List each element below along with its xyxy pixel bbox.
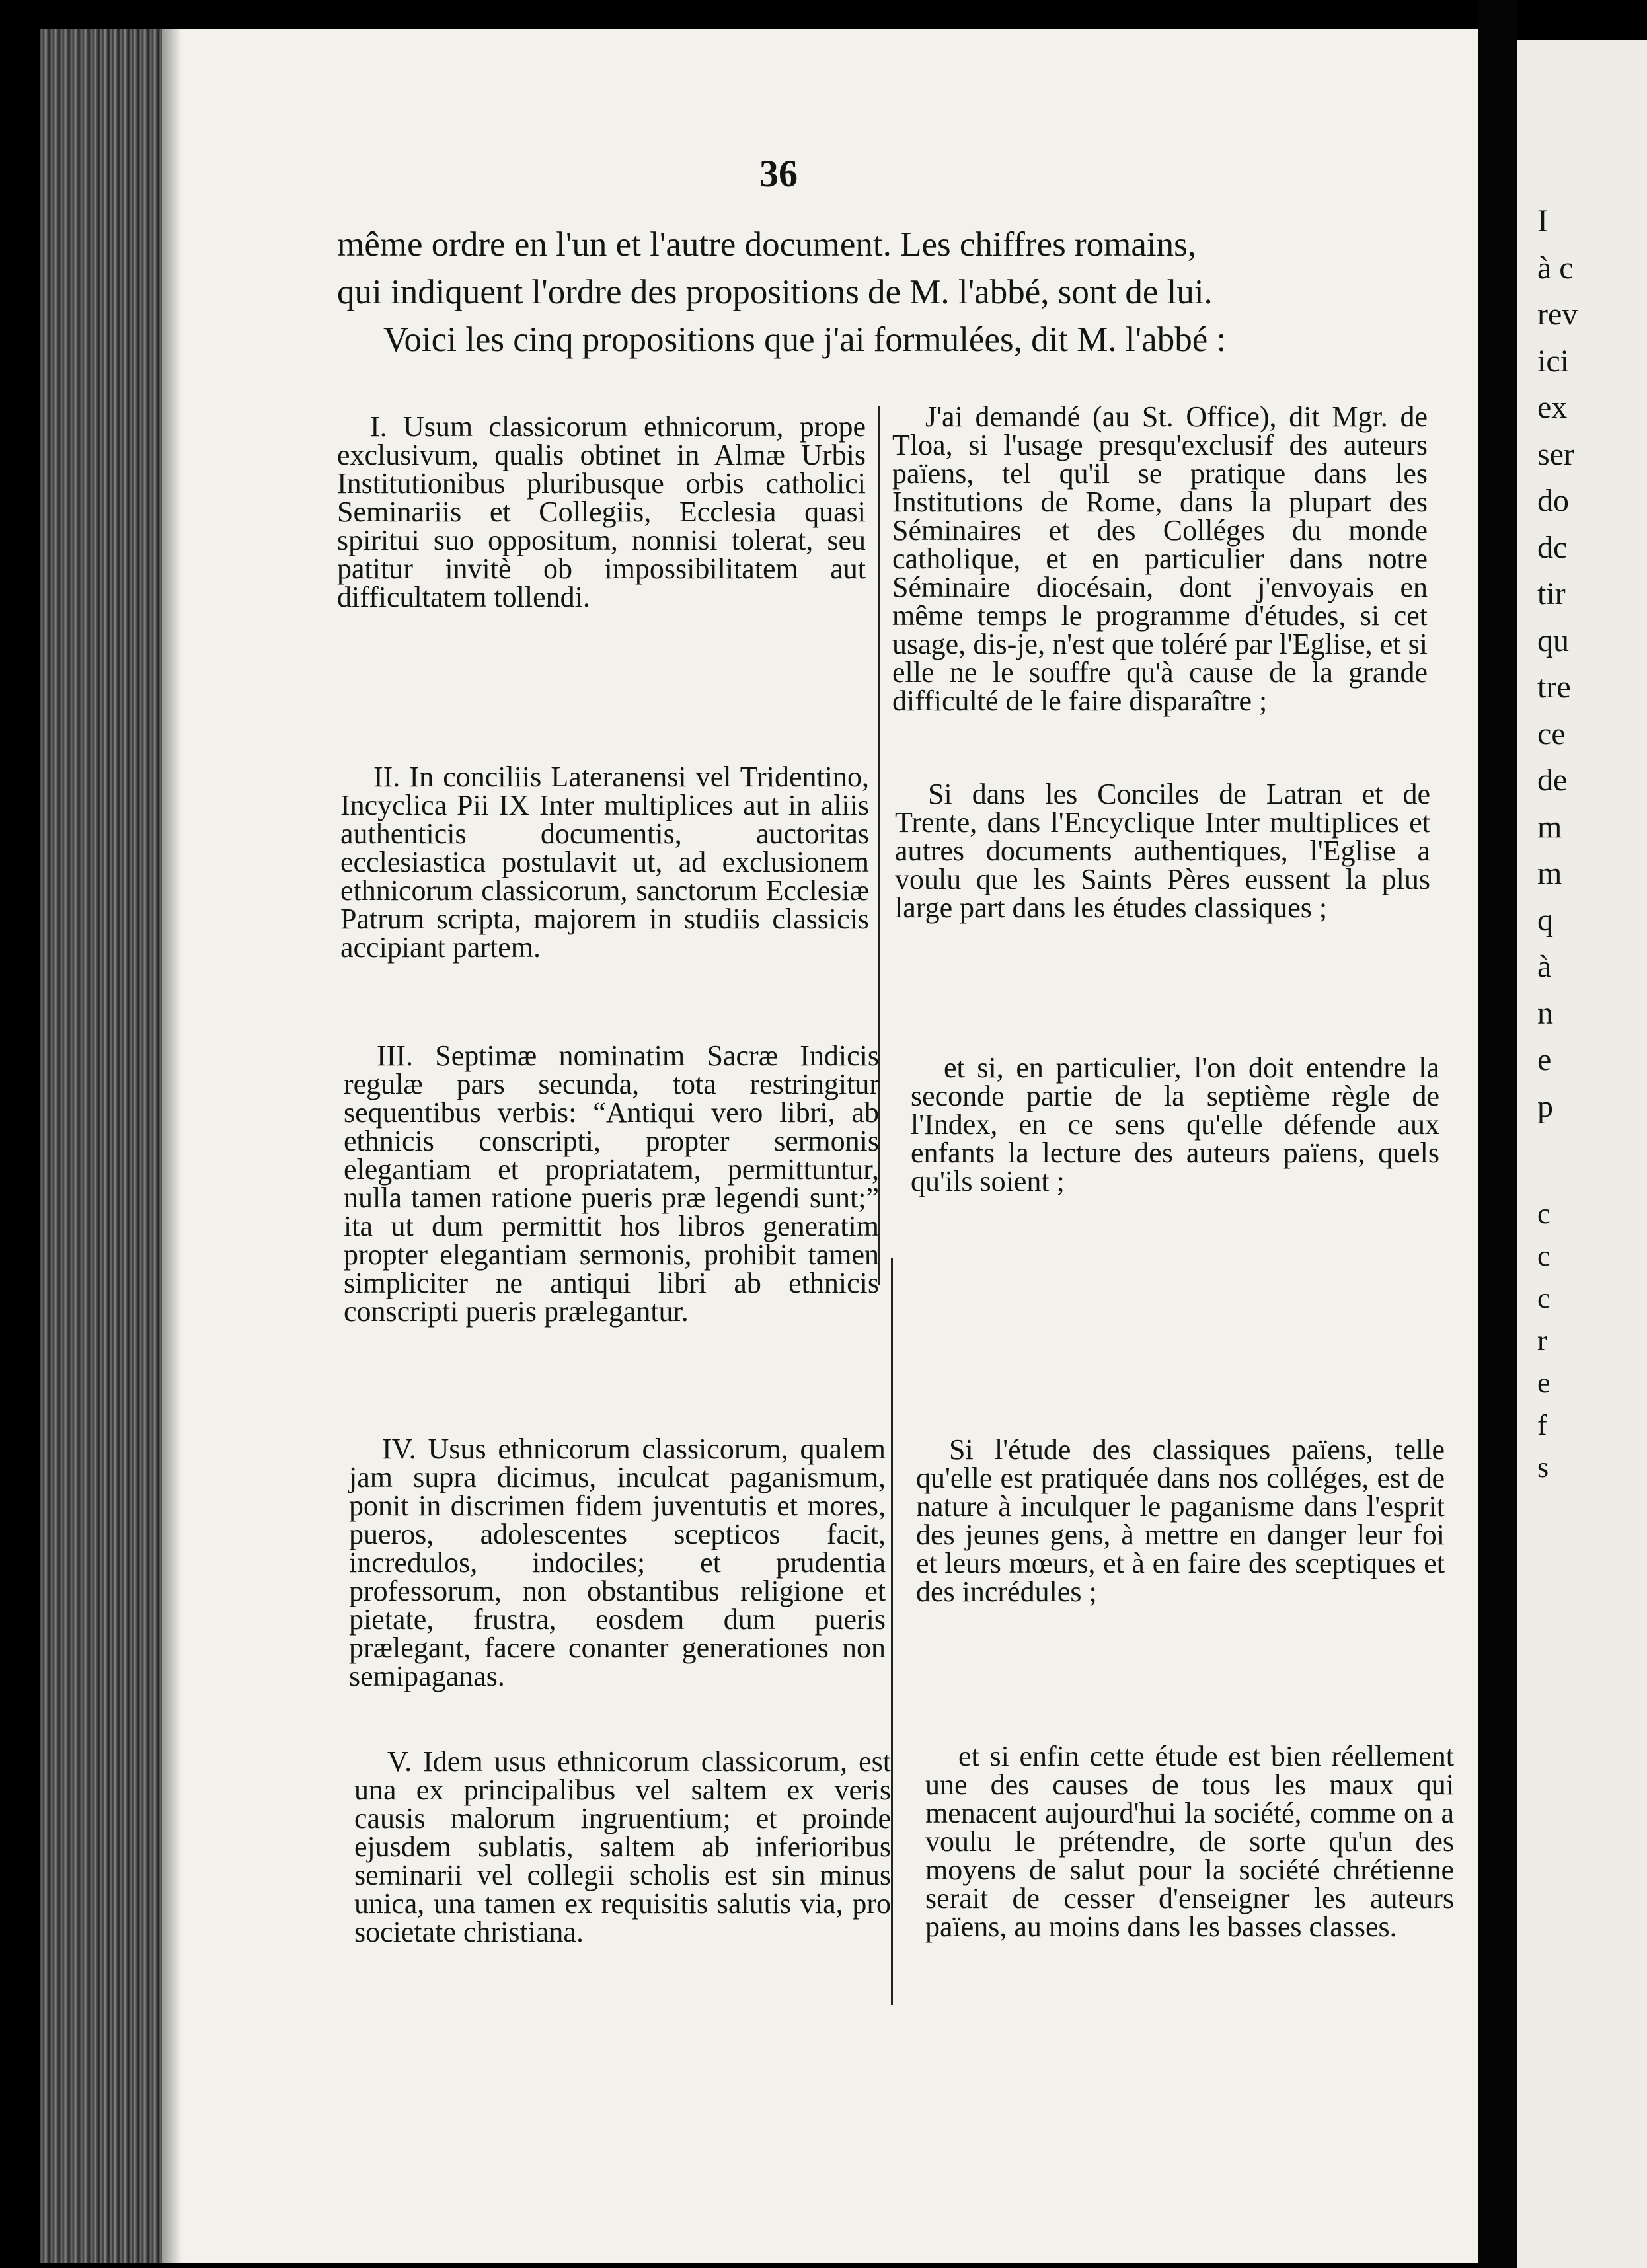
book-spine-shadow <box>40 29 162 2263</box>
next-page-fragment: de <box>1537 763 1568 798</box>
next-page-fragment: p <box>1537 1088 1553 1124</box>
french-proposition-3: et si, en particulier, l'on doit entendre la seconde partie de la septième règle de l'Index, en ce sens qu'elle défende aux enfants la lecture des auteurs païens, quels qu'ils soient ; <box>911 1051 1439 1197</box>
intro-line: qui indiquent l'ordre des propositions de M. l'abbé, sont de lui. <box>337 273 1213 311</box>
next-page-fragment: n <box>1537 995 1553 1031</box>
latin-proposition-1: I. Usum classicorum ethnicorum, prope exclusivum, qualis obtinet in Almæ Urbis Institutionibus pluribusque orbis catholici Seminariis et Collegiis, Ecclesia quasi spiritui suo oppositum, nonnisi tolerat, seu patitur invitè ob impossibilitatem aut difficultatem tollendi. <box>337 410 866 613</box>
next-page-fragment: m <box>1537 809 1562 845</box>
next-page-fragment: m <box>1537 856 1562 891</box>
next-page-fragment: c <box>1537 1282 1551 1314</box>
next-page-edge <box>1517 40 1647 2268</box>
latin-proposition-4: IV. Usus ethnicorum classicorum, qualem jam supra dicimus, inculcat paganismum, ponit in discrimen fidem juventutis et mores, pueros, adolescentes scepticos facit, incredulos, indociles; et prudentia professorum, non obstantibus religione et pietate, frustra, eosdem dum pueris prælegant, facere conanter generationes non semipaganas. <box>349 1433 886 1692</box>
next-page-fragment: ici <box>1537 343 1569 379</box>
next-page-fragment: qu <box>1537 623 1569 658</box>
page-number: 36 <box>759 152 798 195</box>
intro-paragraph <box>337 221 1467 363</box>
intro-line: même ordre en l'un et l'autre document. Les chiffres romains, <box>337 225 1196 264</box>
next-page-fragment: s <box>1537 1451 1549 1484</box>
next-page-fragment: c <box>1537 1197 1551 1230</box>
next-page-fragment: ce <box>1537 716 1566 751</box>
french-proposition-4: Si l'étude des classiques païens, telle qu'elle est pratiquée dans nos colléges, est de nature à inculquer le paganisme dans l'esprit des jeunes gens, à mettre en danger leur foi et leurs mœurs, et à en faire des sceptiques et des incrédules ; <box>916 1433 1445 1608</box>
latin-proposition-2: II. In conciliis Lateranensi vel Tridentino, Incyclica Pii IX Inter multiplices aut in aliis authenticis documentis, auctoritas ecclesiastica postulavit ut, ad exclusionem ethnicorum classicorum, sanctorum Ecclesiæ Patrum scripta, majorem in studiis classicis accipiant partem. <box>340 761 869 964</box>
latin-proposition-5: V. Idem usus ethnicorum classicorum, est una ex principalibus vel saltem ex veris causis malorum ingruentium; et proinde ejusdem sublatis, saltem ab inferioribus seminarii vel collegii scholis est sin minus unica, una tamen ex requisitis salutis via, pro societate christiana. <box>354 1745 891 1948</box>
next-page-fragment: rev <box>1537 297 1578 332</box>
book-page <box>40 29 1517 2263</box>
book-gutter <box>1478 0 1517 2268</box>
next-page-fragments-col1 <box>1537 198 1578 1130</box>
next-page-fragments-col2 <box>1537 1193 1551 1489</box>
next-page-fragment: tre <box>1537 669 1571 704</box>
next-page-fragment: do <box>1537 483 1569 518</box>
next-page-fragment: tir <box>1537 576 1566 611</box>
next-page-fragment: dc <box>1537 529 1568 565</box>
french-proposition-1: J'ai demandé (au St. Office), dit Mgr. de Tloa, si l'usage presqu'exclusif des auteurs païens, tel qu'il se pratique dans les Institutions de Rome, dans la plupart des Séminaires et des Colléges du monde catholique, et en particulier dans notre Séminaire diocésain, dont j'envoyais en même temps le programme d'études, si cet usage, dis-je, n'est que toléré par l'Eglise, et si elle ne le souffre qu'à cause de la grande difficulté de le faire disparaître ; <box>892 400 1428 717</box>
next-page-fragment: ex <box>1537 390 1568 425</box>
latin-proposition-3: III. Septimæ nominatim Sacræ Indicis regulæ pars secunda, tota restringitur sequentibus verbis: “Antiqui vero libri, ab ethnicis conscripti, propter sermonis elegantiam et propriatatem, permittuntur, nulla tamen ratione pueris præ legendi sunt;” ita ut dum permittit hos libros generatim propter elegantiam sermonis, prohibit tamen simpliciter ne antiqui libri ab ethnicis conscripti pueris prælegantur. <box>344 1040 879 1328</box>
next-page-fragment: I <box>1537 204 1548 239</box>
next-page-fragment: e <box>1537 1367 1551 1399</box>
next-page-fragment: c <box>1537 1240 1551 1272</box>
next-page-fragment: r <box>1537 1324 1547 1357</box>
next-page-fragment: f <box>1537 1409 1547 1441</box>
next-page-fragment: ser <box>1537 436 1574 472</box>
next-page-fragment: à <box>1537 949 1552 984</box>
french-proposition-2: Si dans les Conciles de Latran et de Trente, dans l'Encyclique Inter multiplices et autres documents authentiques, l'Eglise a voulu que les Saints Pères eussent la plus large part dans les études classiques ; <box>895 778 1430 924</box>
french-proposition-5: et si enfin cette étude est bien réellement une des causes de tous les maux qui menacent aujourd'hui la société, comme on a voulu le prétendre, de sorte qu'un des moyens de salut pour la société chrétienne serait de cesser d'enseigner les auteurs païens, au moins dans les basses classes. <box>925 1740 1454 1943</box>
spine-fade <box>162 29 182 2263</box>
next-page-fragment: e <box>1537 1042 1552 1077</box>
next-page-fragment: q <box>1537 902 1553 938</box>
intro-line: Voici les cinq propositions que j'ai formulées, dit M. l'abbé : <box>383 321 1227 359</box>
column-divider <box>891 1258 893 2005</box>
next-page-fragment: à c <box>1537 250 1574 285</box>
